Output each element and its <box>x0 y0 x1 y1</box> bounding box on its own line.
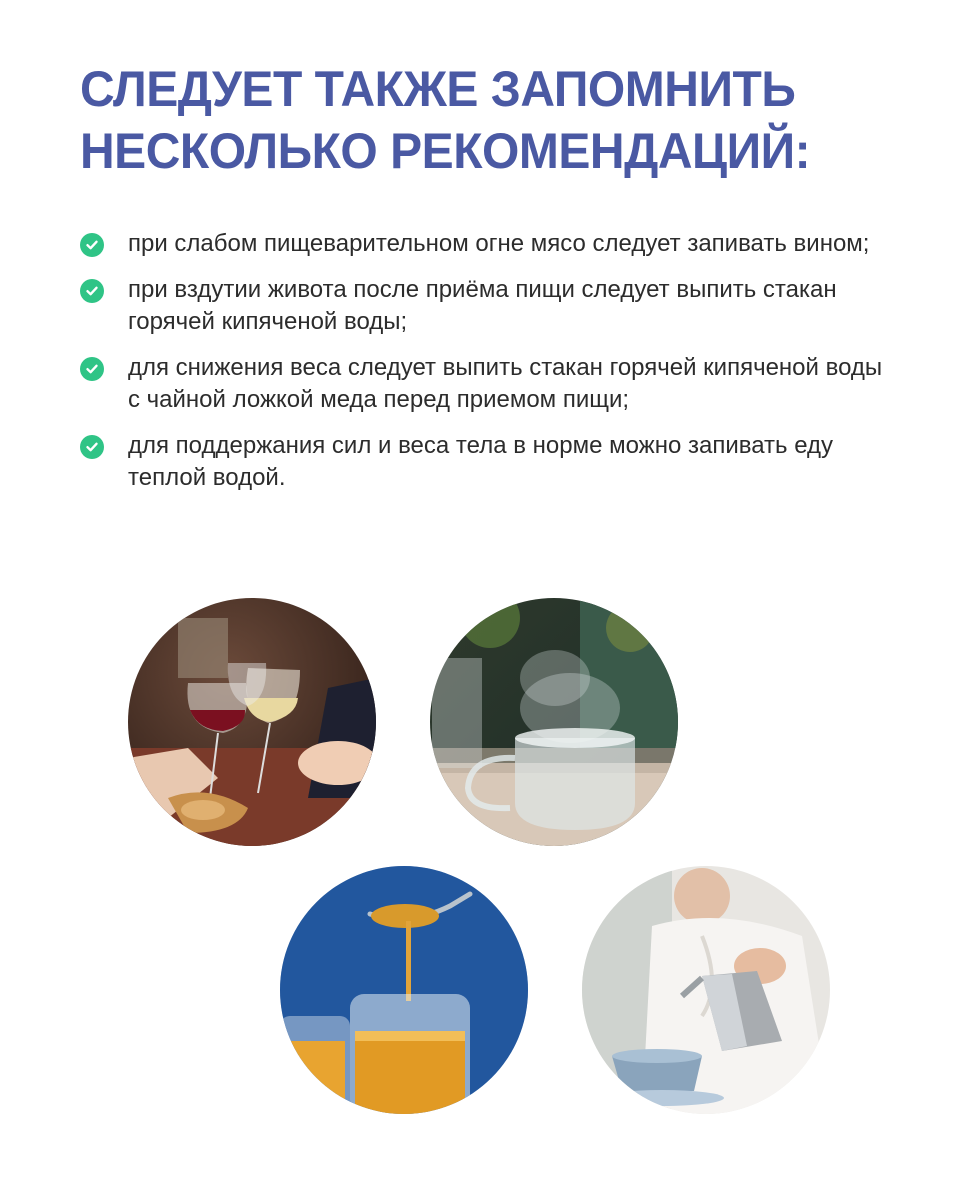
page-title <box>80 58 906 182</box>
list-item-text: для снижения веса следует выпить стакан горячей кипяченой воды с чайной ложкой меда перед приемом пищи; <box>128 354 883 413</box>
photo-honey <box>280 866 528 1114</box>
title-line-1: СЛЕДУЕТ ТАКЖЕ ЗАПОМНИТЬ <box>80 61 796 117</box>
check-circle-icon <box>80 233 104 257</box>
list-item <box>80 274 900 338</box>
list-item <box>80 430 900 494</box>
check-circle-icon <box>80 357 104 381</box>
list-item-text: при вздутии живота после приёма пищи следует выпить стакан горячей кипяченой воды; <box>128 276 837 335</box>
check-circle-icon <box>80 435 104 459</box>
check-circle-icon <box>80 279 104 303</box>
recommendation-list <box>80 228 900 508</box>
list-item-text: при слабом пищеварительном огне мясо следует запивать вином; <box>128 230 870 257</box>
photo-hot-water-cup <box>430 598 678 846</box>
list-item <box>80 352 900 416</box>
honey-jar-illustration <box>280 866 528 1114</box>
title-line-2: НЕСКОЛЬКО РЕКОМЕНДАЦИЙ: <box>80 123 811 179</box>
list-item-text: для поддержания сил и веса тела в норме можно запивать еду теплой водой. <box>128 432 834 491</box>
pouring-kettle-illustration <box>582 866 830 1114</box>
wine-glasses-illustration <box>128 598 376 846</box>
photo-wine-toast <box>128 598 376 846</box>
list-item <box>80 228 900 260</box>
photo-pouring-water <box>582 866 830 1114</box>
glass-cup-illustration <box>430 598 678 846</box>
